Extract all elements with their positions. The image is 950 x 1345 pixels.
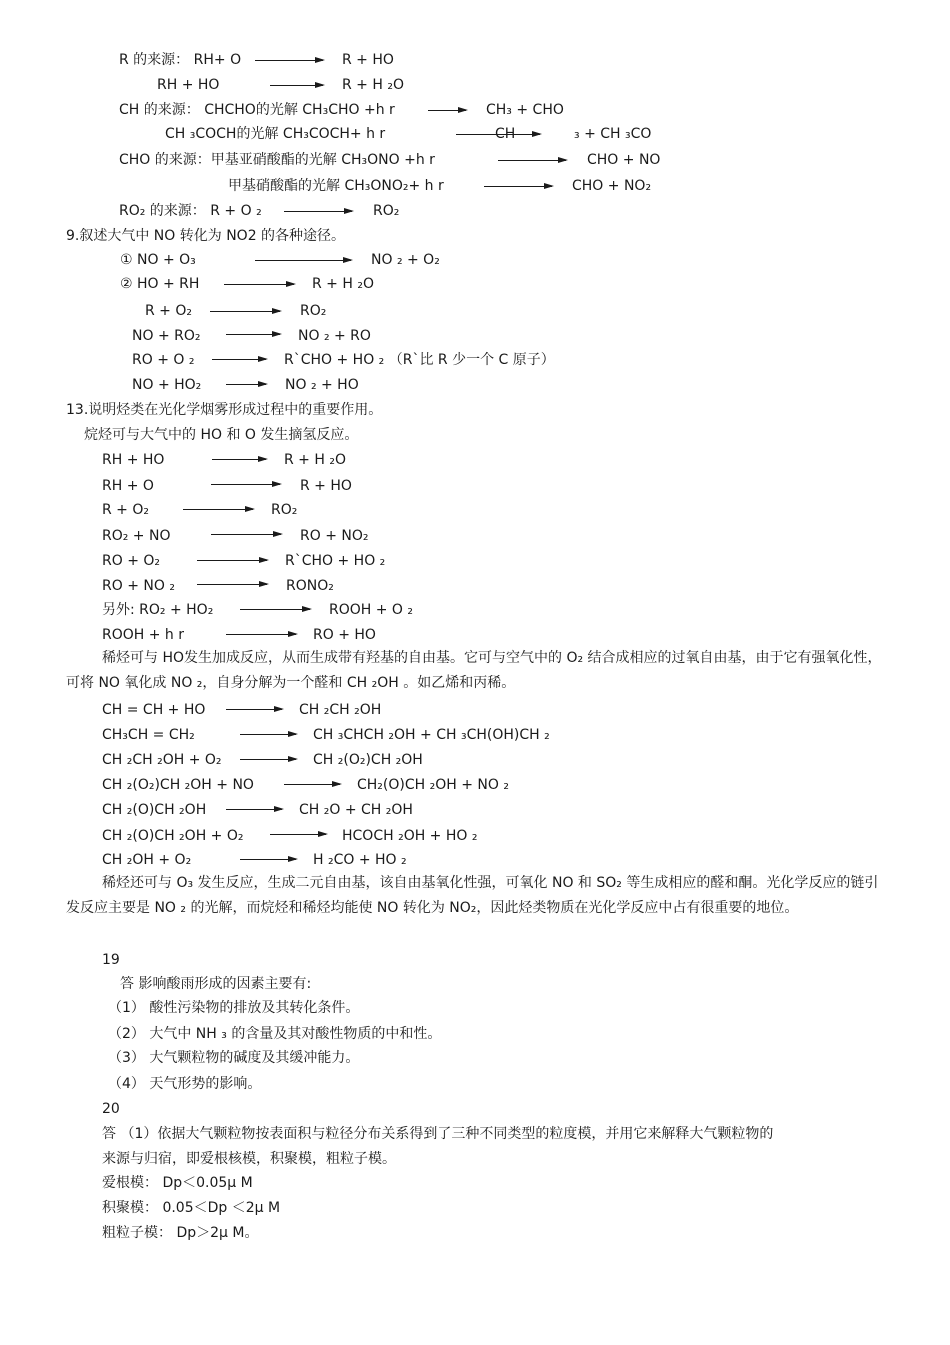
reaction-arrow bbox=[211, 534, 281, 535]
text-line: 答 （1）依据大气颗粒物按表面积与粒径分布关系得到了三种不同类型的粒度模，并用它来解释大气颗粒物的 bbox=[102, 1126, 774, 1142]
paragraph: 稀烃可与 HO发生加成反应，从而生成带有羟基的自由基。它可与空气中的 O₂ 结合成相应的过氧自由基，由于它有强氧化性，可将 NO 氧化成 NO ₂，自身分解为一个醛和 CH ₂OH 。如乙烯和丙稀。 bbox=[66, 650, 882, 691]
text-line: CH ₃COCH的光解 CH₃COCH+ h r bbox=[165, 126, 386, 142]
reaction-arrow bbox=[484, 186, 552, 187]
text-line: RO + HO bbox=[313, 627, 376, 643]
text-line: R + H ₂O bbox=[312, 276, 374, 292]
text-line: 烷烃可与大气中的 HO 和 O 发生摘氢反应。 bbox=[84, 427, 359, 443]
reaction-arrow bbox=[197, 584, 267, 585]
text-line: R 的来源： RH+ O bbox=[119, 52, 242, 68]
text-line: CHO 的来源：甲基亚硝酸酯的光解 CH₃ONO +h r bbox=[119, 152, 435, 168]
text-line: CH ₂(O₂)CH ₂OH bbox=[313, 752, 423, 768]
reaction-arrow bbox=[498, 160, 566, 161]
question-heading: 9.叙述大气中 NO 转化为 NO2 的各种途径。 bbox=[66, 228, 346, 244]
text-line: ROOH + O ₂ bbox=[329, 602, 414, 618]
text-line: 答 影响酸雨形成的因素主要有: bbox=[120, 976, 312, 992]
reaction-arrow bbox=[210, 311, 280, 312]
text-line: R`CHO + HO ₂ （R`比 R 少一个 C 原子） bbox=[284, 352, 555, 368]
text-line: CH ₂(O₂)CH ₂OH + NO bbox=[102, 777, 254, 793]
text-line: RO₂ + NO bbox=[102, 528, 171, 544]
text-line: ② HO + RH bbox=[120, 276, 200, 292]
question-number: 20 bbox=[102, 1101, 120, 1117]
reaction-arrow bbox=[284, 211, 352, 212]
text-line: RO₂ 的来源： R + O ₂ bbox=[119, 203, 262, 219]
reaction-arrow bbox=[240, 609, 310, 610]
text-line: RO + O ₂ bbox=[132, 352, 195, 368]
text-line: 积聚模： 0.05＜Dp ＜2μ M bbox=[102, 1200, 281, 1216]
list-item: （1） 酸性污染物的排放及其转化条件。 bbox=[108, 1000, 360, 1016]
reaction-arrow bbox=[224, 284, 294, 285]
text-line: NO ₂ + RO bbox=[298, 328, 371, 344]
text-line: CH₂(O)CH ₂OH + NO ₂ bbox=[357, 777, 509, 793]
text-line: RONO₂ bbox=[286, 578, 334, 594]
text-line: RH + HO bbox=[157, 77, 220, 93]
reaction-arrow bbox=[428, 110, 466, 111]
text-line: R`CHO + HO ₂ bbox=[285, 553, 386, 569]
text-line: RH + O bbox=[102, 478, 154, 494]
text-line: RO + NO ₂ bbox=[102, 578, 175, 594]
reaction-arrow bbox=[226, 634, 296, 635]
text-line: HCOCH ₂OH + HO ₂ bbox=[342, 828, 478, 844]
reaction-arrow bbox=[226, 709, 282, 710]
text-line: R + H ₂O bbox=[342, 77, 404, 93]
reaction-arrow bbox=[212, 359, 266, 360]
text-line: CH ₂(O)CH ₂OH + O₂ bbox=[102, 828, 244, 844]
text-line: RH + HO bbox=[102, 452, 165, 468]
text-line: CH₃ + CHO bbox=[486, 102, 564, 118]
text-line: CH ₂OH + O₂ bbox=[102, 852, 192, 868]
text-line: CH₃CH = CH₂ bbox=[102, 727, 195, 743]
text-line: NO ₂ + HO bbox=[285, 377, 359, 393]
reaction-arrow bbox=[284, 784, 340, 785]
text-line: RO + O₂ bbox=[102, 553, 161, 569]
question-number: 19 bbox=[102, 952, 120, 968]
text-line: R + O₂ bbox=[145, 303, 192, 319]
question-heading: 13.说明烃类在光化学烟雾形成过程中的重要作用。 bbox=[66, 402, 383, 418]
text-line: R + HO bbox=[342, 52, 394, 68]
reaction-arrow bbox=[240, 759, 296, 760]
list-item: （3） 大气颗粒物的碱度及其缓冲能力。 bbox=[108, 1050, 360, 1066]
reaction-arrow bbox=[226, 809, 282, 810]
text-line: R + HO bbox=[300, 478, 352, 494]
reaction-arrow bbox=[212, 459, 266, 460]
reaction-arrow bbox=[270, 85, 323, 86]
reaction-arrow bbox=[197, 560, 267, 561]
reaction-arrow bbox=[255, 260, 351, 261]
text-line: 爱根模： Dp＜0.05μ M bbox=[102, 1175, 253, 1191]
reaction-arrow bbox=[183, 509, 253, 510]
reaction-arrow bbox=[270, 834, 326, 835]
text-line: ① NO + O₃ bbox=[120, 252, 196, 268]
text-line: CH ₂CH ₂OH + O₂ bbox=[102, 752, 222, 768]
text-line: R + O₂ bbox=[102, 502, 149, 518]
text-line: CH 的来源： CHCHO的光解 CH₃CHO +h r bbox=[119, 102, 395, 118]
reaction-arrow bbox=[240, 859, 296, 860]
reaction-arrow bbox=[240, 734, 296, 735]
text-line: R + H ₂O bbox=[284, 452, 346, 468]
reaction-arrow bbox=[211, 484, 280, 485]
text-line: CH ₂O + CH ₂OH bbox=[299, 802, 413, 818]
text-line: CH = CH + HO bbox=[102, 702, 206, 718]
reaction-arrow bbox=[226, 334, 280, 335]
reaction-arrow bbox=[255, 60, 323, 61]
text-line: CH ₂CH ₂OH bbox=[299, 702, 382, 718]
reaction-arrow bbox=[226, 384, 266, 385]
text-line: ₃ + CH ₃CO bbox=[574, 126, 652, 142]
text-line: CH ₂(O)CH ₂OH bbox=[102, 802, 207, 818]
text-line: 来源与归宿，即爱根核模，积聚模，粗粒子模。 bbox=[102, 1151, 396, 1167]
text-line: 粗粒子模： Dp＞2μ M。 bbox=[102, 1225, 259, 1241]
list-item: （4） 天气形势的影响。 bbox=[108, 1076, 262, 1092]
text-line: RO₂ bbox=[300, 303, 327, 319]
text-line: CHO + NO bbox=[587, 152, 661, 168]
text-line: NO + RO₂ bbox=[132, 328, 201, 344]
text-line: NO ₂ + O₂ bbox=[371, 252, 440, 268]
text-line: CHO + NO₂ bbox=[572, 178, 652, 194]
text-line: H ₂CO + HO ₂ bbox=[313, 852, 407, 868]
text-line: CH bbox=[495, 126, 516, 142]
text-line: 另外: RO₂ + HO₂ bbox=[102, 602, 214, 618]
text-line: RO₂ bbox=[271, 502, 298, 518]
text-line: RO + NO₂ bbox=[300, 528, 369, 544]
text-line: RO₂ bbox=[373, 203, 400, 219]
text-line: NO + HO₂ bbox=[132, 377, 202, 393]
text-line: CH ₃CHCH ₂OH + CH ₃CH(OH)CH ₂ bbox=[313, 727, 550, 743]
list-item: （2） 大气中 NH ₃ 的含量及其对酸性物质的中和性。 bbox=[108, 1026, 442, 1042]
paragraph: 稀烃还可与 O₃ 发生反应，生成二元自由基，该自由基氧化性强，可氧化 NO 和 SO₂ 等生成相应的醛和酮。光化学反应的链引发反应主要是 NO ₂ 的光解，而烷烃和稀烃均能使 NO 转化为 NO₂，因此烃类物质在光化学反应中占有很重要的地位。 bbox=[66, 875, 879, 916]
text-line: 甲基硝酸酯的光解 CH₃ONO₂+ h r bbox=[228, 178, 444, 194]
text-line: ROOH + h r bbox=[102, 627, 185, 643]
